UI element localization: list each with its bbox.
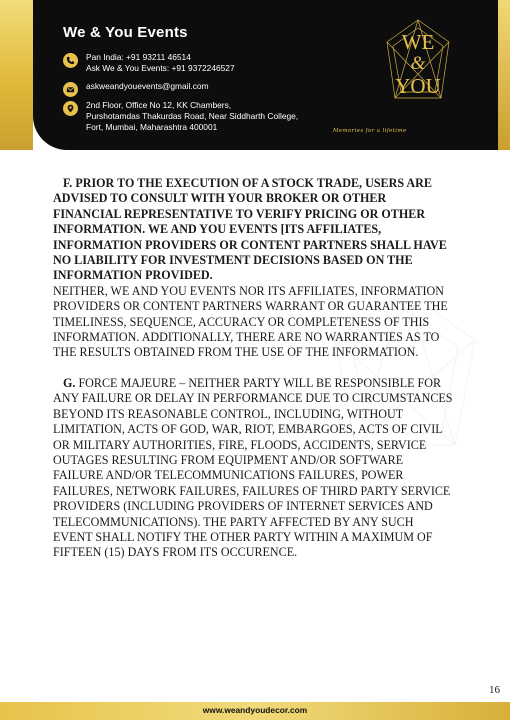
we-and-you-logo (383, 18, 453, 113)
section-g-paragraph (53, 376, 453, 561)
brand-title: We & You Events (63, 24, 188, 41)
phone-icon (63, 53, 78, 68)
section-f-text: NEITHER, WE AND YOU EVENTS NOR ITS AFFILIATES, INFORMATION PROVIDERS OR CONTENT PARTNERS WARRANT OR GUARANTEE THE TIMELINESS, SEQUENCE, ACCURACY OR COMPLETENESS OF THIS INFORMATION. ADDITIONALLY, THERE ARE NO WARRANTIES AS TO THE RESULTS OBTAINED FROM THE USE OF THE INFORMATION. (53, 283, 448, 360)
phone-contact (63, 52, 235, 74)
phone-line-1: Pan India: +91 93211 46514 (86, 52, 191, 62)
logo-ampersand: & (410, 53, 426, 74)
logo-you: YOU (395, 74, 441, 98)
phone-line-2: Ask We & You Events: +91 9372246527 (86, 63, 235, 73)
letterhead (33, 0, 510, 150)
location-pin-icon (63, 101, 78, 116)
logo-we: WE (401, 30, 435, 54)
logo-tagline: Memories for a lifetime (333, 128, 407, 134)
section-g-lead: G. (63, 375, 76, 390)
address-line-2: Purshotamdas Thakurdas Road, Near Siddharth College, (86, 111, 299, 121)
page-number: 16 (489, 684, 500, 696)
email-line: askweandyouevents@gmail.com (86, 81, 209, 91)
section-g-text: FORCE MAJEURE – NEITHER PARTY WILL BE RESPONSIBLE FOR ANY FAILURE OR DELAY IN PERFORMANCE DUE TO CIRCUMSTANCES BEYOND ITS REASONABLE CONTROL, INCLUDING, WITHOUT LIMITATION, ACTS OF GOD, WAR, RIOT, EMBARGOES, ACTS OF CIVIL OR MILITARY AUTHORITIES, FIRE, FLOODS, ACCIDENTS, SERVICE OUTAGES RESULTING FROM EQUIPMENT AND/OR SOFTWARE FAILURE AND/OR TELECOMMUNICATIONS FAILURES, POWER FAILURES, NETWORK FAILURES, FAILURES OF THIRD PARTY SERVICE PROVIDERS (INCLUDING PROVIDERS OF INTERNET SERVICES AND TELECOMMUNICATIONS). THE PARTY AFFECTED BY ANY SUCH EVENT SHALL NOTIFY THE OTHER PARTY WITHIN A MAXIMUM OF FIFTEEN (15) DAYS FROM ITS OCCURENCE. (53, 375, 453, 560)
header-gold-edge (498, 0, 510, 150)
address-line-1: 2nd Floor, Office No 12, KK Chambers, (86, 100, 232, 110)
section-f-heading: F. PRIOR TO THE EXECUTION OF A STOCK TRADE, USERS ARE ADVISED TO CONSULT WITH YOUR BROKER OR OTHER FINANCIAL REPRESENTATIVE TO VERIFY PRICING OR OTHER INFORMATION. WE AND YOU EVENTS [ITS AFFILIATES, INFORMATION PROVIDERS OR CONTENT PARTNERS SHALL HAVE NO LIABILITY FOR INVESTMENT DECISIONS BASED ON THE INFORMATION PROVIDED. (53, 176, 447, 283)
document-body (53, 176, 453, 561)
email-contact (63, 81, 209, 97)
footer-website-link[interactable]: www.weandyoudecor.com (202, 705, 308, 715)
mail-icon (63, 82, 78, 97)
address-contact (63, 100, 298, 133)
address-line-3: Fort, Mumbai, Maharashtra 400001 (86, 122, 218, 132)
header-gold-accent (0, 0, 33, 150)
